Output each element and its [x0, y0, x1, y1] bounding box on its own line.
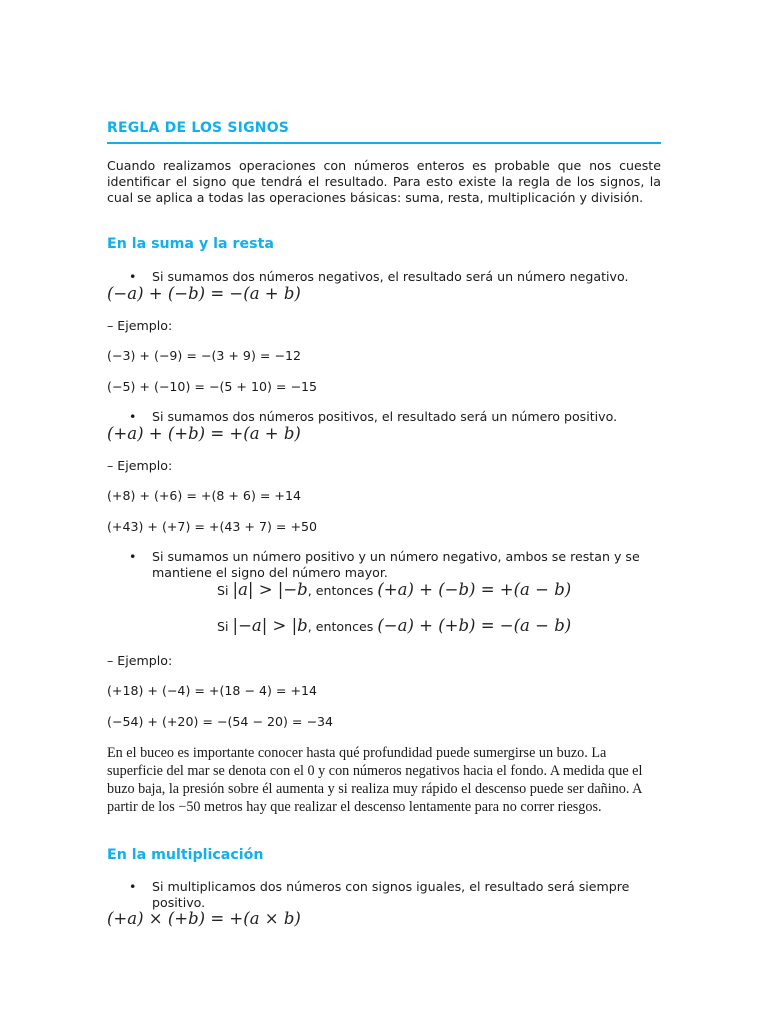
formula-positive-product: (+a) × (+b) = +(a × b) [107, 909, 301, 928]
formula-negative-sum: (−a) + (−b) = −(a + b) [107, 284, 301, 303]
condition-line [217, 616, 571, 635]
bullet-item [129, 549, 659, 581]
bullet-text: Si sumamos dos números positivos, el resultado será un número positivo. [152, 409, 618, 424]
section-heading-suma-resta: En la suma y la resta [107, 236, 274, 252]
page-title: REGLA DE LOS SIGNOS [107, 120, 661, 144]
example-line: (−54) + (+20) = −(54 − 20) = −34 [107, 714, 334, 729]
condition-math: |a| > |−b [232, 580, 308, 599]
bullet-item [129, 879, 659, 911]
bullet-icon: • [129, 549, 137, 564]
formula-positive-sum: (+a) + (+b) = +(a + b) [107, 424, 301, 443]
example-label: – Ejemplo: [107, 653, 173, 668]
condition-line [217, 580, 571, 599]
example-line: (+8) + (+6) = +(8 + 6) = +14 [107, 488, 301, 503]
example-line: (−3) + (−9) = −(3 + 9) = −12 [107, 348, 301, 363]
example-label: – Ejemplo: [107, 458, 173, 473]
bullet-icon: • [129, 409, 137, 424]
bullet-icon: • [129, 879, 137, 894]
example-label: – Ejemplo: [107, 318, 173, 333]
bullet-text: Si multiplicamos dos números con signos iguales, el resultado será siempre positivo. [152, 879, 630, 910]
condition-si: Si [217, 583, 229, 598]
example-line: (−5) + (−10) = −(5 + 10) = −15 [107, 379, 318, 394]
bullet-item [129, 409, 659, 425]
intro-paragraph: Cuando realizamos operaciones con números enteros es probable que nos cueste identificar el signo que tendrá el resultado. Para esto existe la regla de los signos, la cual se aplica a todas las operaciones básicas: suma, resta, multiplicación y división. [107, 158, 661, 205]
bullet-item [129, 269, 659, 285]
section-heading-multiplicacion: En la multiplicación [107, 847, 264, 863]
condition-entonces: , entonces [307, 583, 374, 598]
example-line: (+18) + (−4) = +(18 − 4) = +14 [107, 683, 318, 698]
bullet-text: Si sumamos dos números negativos, el resultado será un número negativo. [152, 269, 629, 284]
bullet-icon: • [129, 269, 137, 284]
condition-entonces: , entonces [307, 619, 374, 634]
example-line: (+43) + (+7) = +(43 + 7) = +50 [107, 519, 318, 534]
condition-si: Si [217, 619, 229, 634]
bullet-text: Si sumamos un número positivo y un número negativo, ambos se restan y se mantiene el signo del número mayor. [152, 549, 640, 580]
buceo-paragraph: En el buceo es importante conocer hasta qué profundidad puede sumergirse un buzo. La superficie del mar se denota con el 0 y con números negativos hacia el fondo. A medida que el buzo baja, la presión sobre él aumenta y si realiza muy rápido el descenso puede ser dañino. A partir de los −50 metros hay que realizar el descenso lentamente para no correr riesgos. [107, 745, 643, 815]
condition-result-math: (−a) + (+b) = −(a − b) [377, 616, 572, 635]
condition-math: |−a| > |b [232, 616, 308, 635]
condition-result-math: (+a) + (−b) = +(a − b) [377, 580, 572, 599]
